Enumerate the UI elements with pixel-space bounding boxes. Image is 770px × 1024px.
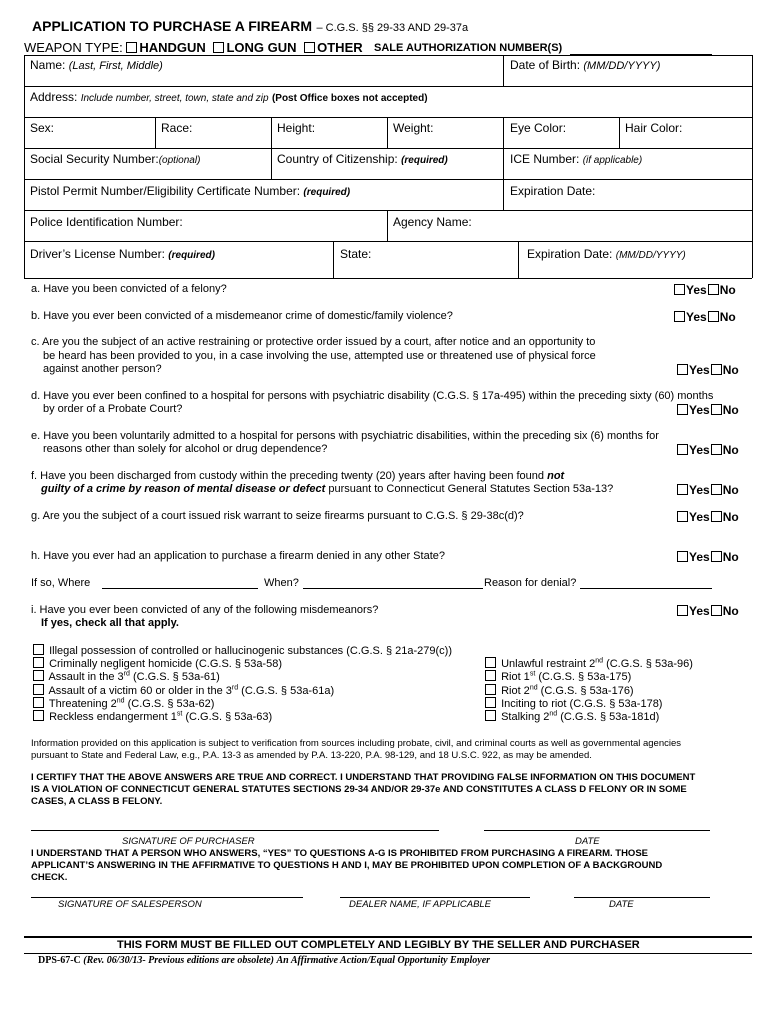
dl-exp-hint: (MM/DD/YYYY) (615, 250, 686, 261)
agency-name-field[interactable]: Agency Name: (393, 215, 472, 229)
question-c-line3: against another person? (43, 363, 162, 375)
yes-label-g: Yes (689, 510, 710, 524)
prohibition-statement (31, 848, 662, 884)
ice-label: ICE Number: (510, 152, 580, 166)
weapon-type-label: WEAPON TYPE: (24, 40, 123, 55)
form-revision: (Rev. 06/30/13- Previous editions are obsolete) (83, 955, 274, 966)
answer-d (677, 403, 739, 417)
citizenship-label: Country of Citizenship: (277, 152, 398, 166)
weight-field[interactable]: Weight: (393, 121, 434, 135)
footer-notice: THIS FORM MUST BE FILLED OUT COMPLETELY AND LEGIBLY BY THE SELLER AND PURCHASER (117, 939, 640, 951)
misdemeanor-item (485, 657, 693, 670)
question-c-line2: be heard has been provided to you, in a case involving the use, attempted use or threatened use of physical force (43, 350, 596, 362)
misdemeanor-checkbox[interactable] (485, 710, 496, 721)
reason-label: Reason for denial? (484, 577, 577, 589)
verification-notice (31, 738, 681, 762)
address-note: (Post Office boxes not accepted) (271, 93, 428, 104)
no-checkbox-b[interactable] (708, 311, 719, 322)
question-f-line2 (41, 483, 613, 495)
no-label-b: No (719, 310, 736, 324)
prohibition-line: I UNDERSTAND THAT A PERSON WHO ANSWERS, “YES” TO QUESTIONS A-G IS PROHIBITED FROM PURCHASING A FIREARM. THOSE (31, 848, 648, 859)
misdemeanor-item (485, 684, 634, 697)
verification-line: pursuant to State and Federal Law, e.g., P.A. 13-3 as amended by P.A. 13-220, P.A. 98-129, and 18 U.S.C. 922, as may be amended. (31, 750, 592, 761)
ssn-field[interactable] (30, 152, 200, 166)
dl-hint: (required) (168, 250, 215, 261)
question-d-line2: by order of a Probate Court? (43, 403, 183, 415)
misdemeanor-checkbox[interactable] (33, 657, 44, 668)
yes-label-f: Yes (689, 483, 710, 497)
yes-label-i: Yes (689, 604, 710, 618)
dealer-name-field[interactable] (340, 897, 530, 898)
verification-line: Information provided on this application is subject to verification from sources including probate, civil, and criminal courts as well as governmental agencies (31, 738, 682, 749)
misdemeanor-checkbox[interactable] (33, 644, 44, 655)
hair-color-field[interactable]: Hair Color: (625, 121, 683, 135)
misdemeanor-checkbox[interactable] (485, 657, 496, 668)
yes-label-e: Yes (689, 443, 710, 457)
no-label-f: No (722, 483, 739, 497)
no-label-e: No (722, 443, 739, 457)
no-checkbox-d[interactable] (711, 404, 722, 415)
misdemeanor-label: Riot 1st (C.G.S. § 53a-175) (501, 670, 632, 683)
misdemeanor-item (33, 657, 282, 670)
answer-h (677, 550, 739, 564)
yes-label-h: Yes (689, 550, 710, 564)
misdemeanor-label: Inciting to riot (C.G.S. § 53a-178) (501, 698, 663, 710)
misdemeanor-checkbox[interactable] (485, 684, 496, 695)
question-d-line1: d. Have you ever been confined to a hospital for persons with psychiatric disability (C.G.S. § 17a-495) within the preceding sixty (60) months (31, 390, 714, 402)
yes-label-d: Yes (689, 403, 710, 417)
misdemeanor-label: Riot 2nd (C.G.S. § 53a-176) (501, 684, 634, 697)
yes-checkbox-d[interactable] (677, 404, 688, 415)
other-checkbox[interactable] (304, 42, 315, 53)
long-gun-checkbox[interactable] (213, 42, 224, 53)
dob-field[interactable] (510, 58, 660, 72)
certification-line: I CERTIFY THAT THE ABOVE ANSWERS ARE TRUE AND CORRECT. I UNDERSTAND THAT PROVIDING FALSE INFORMATION ON THIS DOCUMENT (31, 772, 696, 783)
question-b: b. Have you ever been convicted of a misdemeanor crime of domestic/family violence? (31, 310, 453, 322)
no-label-d: No (722, 403, 739, 417)
question-f-emphasis: guilty of a crime by reason of mental disease or defect (41, 483, 326, 495)
form-id: DPS-67-C (38, 955, 81, 966)
eoe-statement: An Affirmative Action/Equal Opportunity Employer (276, 955, 491, 966)
address-field[interactable] (30, 90, 428, 104)
no-checkbox-i[interactable] (711, 605, 722, 616)
yes-checkbox-h[interactable] (677, 551, 688, 562)
question-i-instruction: If yes, check all that apply. (41, 617, 179, 629)
purchaser-date-label: DATE (575, 836, 600, 847)
misdemeanor-checkbox[interactable] (33, 670, 44, 681)
sex-field[interactable]: Sex: (30, 121, 55, 135)
misdemeanor-item (33, 697, 214, 710)
no-label-h: No (722, 550, 739, 564)
salesperson-signature-field[interactable] (31, 897, 303, 898)
no-checkbox-h[interactable] (711, 551, 722, 562)
form-title: APPLICATION TO PURCHASE A FIREARM (32, 18, 313, 34)
dealer-name-label: DEALER NAME, IF APPLICABLE (349, 899, 492, 910)
misdemeanor-label: Illegal possession of controlled or hallucinogenic substances (C.G.S. § 21a-279(c)) (49, 645, 452, 657)
no-label-i: No (722, 604, 739, 618)
other-label: OTHER (317, 40, 363, 55)
question-e-line1: e. Have you been voluntarily admitted to a hospital for persons with psychiatric disabilities, within the preceding six (6) months for (31, 430, 659, 442)
certification-line: CASES, A CLASS B FELONY. (31, 796, 163, 807)
drivers-license-field[interactable] (30, 247, 215, 261)
yes-checkbox-a[interactable] (674, 284, 685, 295)
handgun-checkbox[interactable] (126, 42, 137, 53)
no-checkbox-g[interactable] (711, 511, 722, 522)
permit-label: Pistol Permit Number/Eligibility Certificate Number: (30, 184, 301, 198)
long-gun-label: LONG GUN (226, 40, 297, 55)
yes-checkbox-e[interactable] (677, 444, 688, 455)
misdemeanor-label: Assault in the 3rd (C.G.S. § 53a-61) (48, 670, 220, 683)
ssn-label: Social Security Number: (30, 152, 159, 166)
question-i: i. Have you ever been convicted of any of the following misdemeanors? (31, 604, 379, 616)
address-label: Address: (30, 90, 78, 104)
permit-hint: (required) (303, 187, 351, 198)
misdemeanor-checkbox[interactable] (33, 684, 44, 695)
yes-label-c: Yes (689, 363, 710, 377)
denied-when-field[interactable] (303, 588, 483, 589)
no-label-g: No (722, 510, 739, 524)
no-label-c: No (722, 363, 739, 377)
denied-where-field[interactable] (102, 588, 258, 589)
statute-reference: – C.G.S. §§ 29-33 AND 29-37a (316, 22, 469, 34)
answer-a (674, 283, 736, 297)
misdemeanor-item (33, 710, 272, 723)
no-checkbox-a[interactable] (708, 284, 719, 295)
name-label: Name: (30, 58, 66, 72)
misdemeanor-label: Unlawful restraint 2nd (C.G.S. § 53a-96) (501, 657, 693, 670)
misdemeanor-checkbox[interactable] (485, 697, 496, 708)
salesperson-date-field[interactable] (574, 897, 710, 898)
misdemeanor-label: Assault of a victim 60 or older in the 3rd (C.G.S. § 53a-61a) (48, 684, 335, 697)
yes-checkbox-g[interactable] (677, 511, 688, 522)
pistol-permit-field[interactable] (30, 184, 350, 198)
misdemeanor-item (485, 697, 662, 710)
certification-statement (31, 772, 695, 808)
certification-line: IS A VIOLATION OF CONNECTICUT GENERAL STATUTES SECTIONS 29-34 AND/OR 29-37e AND CONSTITUTES A CLASS D FELONY OR IN SOME (31, 784, 687, 795)
question-f-statute: pursuant to Connecticut General Statutes Section 53a-13? (328, 483, 614, 495)
race-field[interactable]: Race: (161, 121, 193, 135)
question-f-line1 (31, 470, 564, 482)
misdemeanor-label: Criminally negligent homicide (C.G.S. § 53a-58) (49, 658, 282, 670)
ice-number-field[interactable] (510, 152, 642, 166)
dob-label: Date of Birth: (510, 58, 581, 72)
ssn-hint: (optional) (158, 155, 201, 166)
misdemeanor-label: Stalking 2nd (C.G.S. § 53a-181d) (501, 710, 660, 723)
citizenship-field[interactable] (277, 152, 448, 166)
sale-auth-label: SALE AUTHORIZATION NUMBER(S) (374, 42, 563, 54)
misdemeanor-item (33, 644, 452, 657)
police-id-field[interactable]: Police Identification Number: (30, 215, 183, 229)
if-so-where-label: If so, Where (31, 577, 91, 589)
no-checkbox-f[interactable] (711, 484, 722, 495)
purchaser-date-field[interactable] (484, 830, 710, 831)
address-hint: Include number, street, town, state and zip (80, 93, 269, 104)
permit-expiration-field[interactable]: Expiration Date: (510, 184, 596, 198)
question-g: g. Are you the subject of a court issued risk warrant to seize firearms pursuant to C.G.S. § 29-38c(d)? (31, 510, 524, 522)
form-title-row (32, 18, 468, 36)
height-field[interactable]: Height: (277, 121, 316, 135)
question-f-text: f. Have you been discharged from custody within the preceding twenty (20) years after having been found (31, 470, 545, 482)
prohibition-line: APPLICANT’S ANSWERING IN THE AFFIRMATIVE TO QUESTIONS H AND I, MAY BE PROHIBITED UPON COMPLETION OF A BACKGROUND (31, 860, 663, 871)
when-label: When? (264, 577, 299, 589)
denied-reason-field[interactable] (580, 588, 712, 589)
yes-checkbox-i[interactable] (677, 605, 688, 616)
dob-hint: (MM/DD/YYYY) (583, 60, 661, 72)
footer-divider-bottom (24, 953, 752, 954)
question-h: h. Have you ever had an application to purchase a firearm denied in any other State? (31, 550, 445, 562)
dl-expiration-field[interactable] (527, 247, 686, 261)
purchaser-signature-field[interactable] (31, 830, 439, 831)
question-f-not: not (547, 470, 565, 482)
yes-label-b: Yes (686, 310, 707, 324)
misdemeanor-label: Threatening 2nd (C.G.S. § 53a-62) (48, 697, 215, 710)
answer-g (677, 510, 739, 524)
misdemeanor-item (485, 670, 631, 683)
misdemeanor-checkbox[interactable] (33, 710, 44, 721)
no-label-a: No (719, 283, 736, 297)
no-checkbox-e[interactable] (711, 444, 722, 455)
yes-checkbox-b[interactable] (674, 311, 685, 322)
misdemeanor-checkbox[interactable] (485, 670, 496, 681)
misdemeanor-item (33, 684, 334, 697)
question-e-line2: reasons other than solely for alcohol or drug dependence? (43, 443, 328, 455)
question-a: a. Have you been convicted of a felony? (31, 283, 227, 295)
name-hint: (Last, First, Middle) (68, 60, 163, 72)
dl-exp-label: Expiration Date: (527, 247, 613, 261)
prohibition-line: CHECK. (31, 872, 68, 883)
answer-f (677, 483, 739, 497)
footer-divider (24, 936, 752, 938)
salesperson-signature-label: SIGNATURE OF SALESPERSON (58, 899, 202, 910)
no-checkbox-c[interactable] (711, 364, 722, 375)
answer-e (677, 443, 739, 457)
ice-hint: (if applicable) (582, 155, 643, 166)
answer-c (677, 363, 739, 377)
yes-label-a: Yes (686, 283, 707, 297)
salesperson-date-label: DATE (609, 899, 634, 910)
name-field[interactable] (30, 58, 163, 72)
form-footer-line (38, 955, 490, 966)
answer-i (677, 604, 739, 618)
misdemeanor-checkbox[interactable] (33, 697, 44, 708)
weapon-type-row (24, 40, 363, 55)
handgun-label: HANDGUN (139, 40, 206, 55)
eye-color-field[interactable]: Eye Color: (510, 121, 567, 135)
misdemeanor-item (33, 670, 220, 683)
state-field[interactable]: State: (340, 247, 372, 261)
yes-checkbox-f[interactable] (677, 484, 688, 495)
yes-checkbox-c[interactable] (677, 364, 688, 375)
question-c-line1: c. Are you the subject of an active restraining or protective order issued by a court, after notice and an opportunity to (31, 336, 596, 348)
citizenship-hint: (required) (401, 155, 448, 166)
misdemeanor-item (485, 710, 659, 723)
misdemeanor-label: Reckless endangerment 1st (C.G.S. § 53a-63) (49, 710, 273, 723)
answer-b (674, 310, 736, 324)
purchaser-signature-label: SIGNATURE OF PURCHASER (122, 836, 255, 847)
dl-label: Driver’s License Number: (30, 247, 165, 261)
